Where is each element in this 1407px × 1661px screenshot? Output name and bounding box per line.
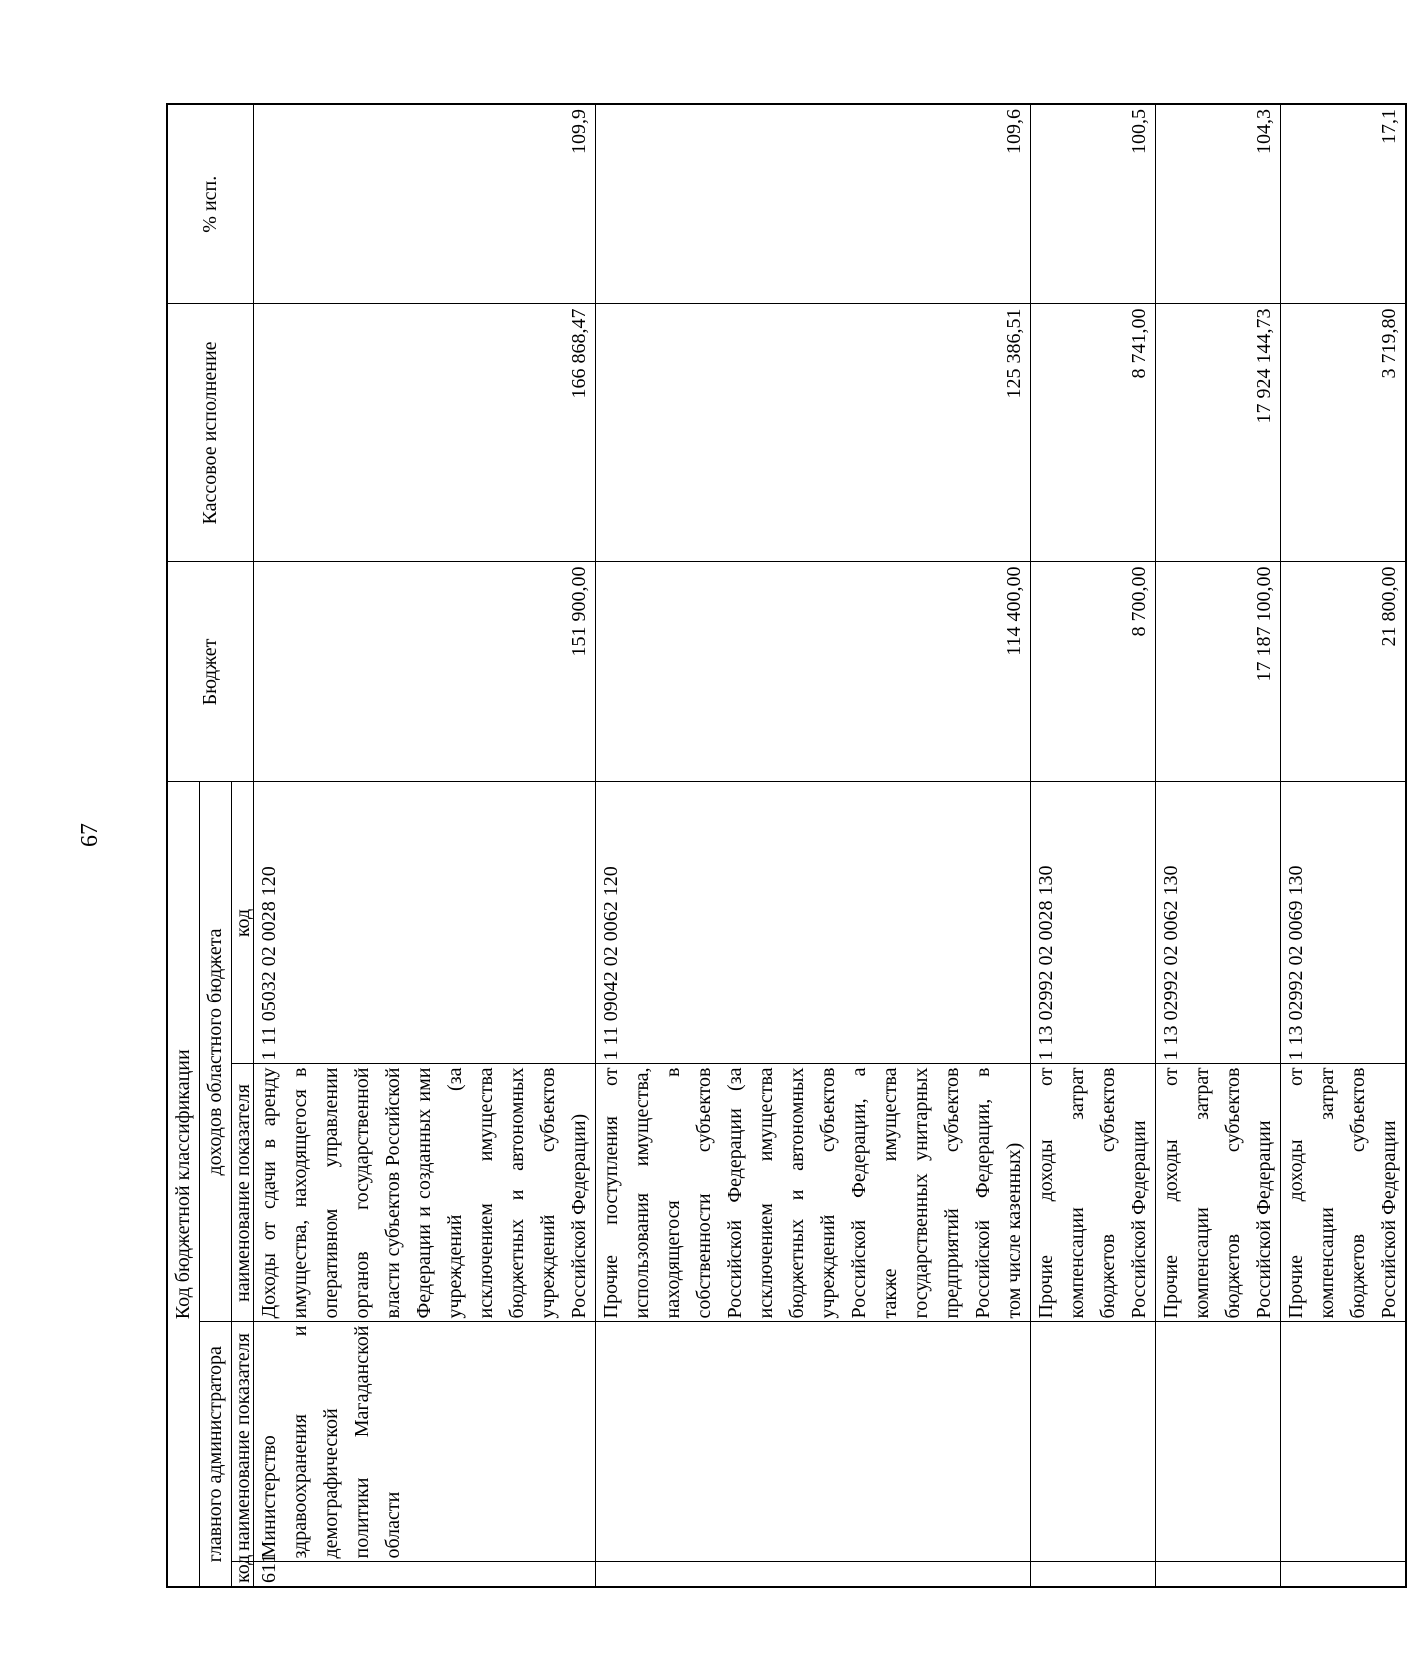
budget-cell: 21 800,00 [1281,562,1407,782]
rotated-page [166,105,1400,1588]
revenue-code-cell: 1 11 09042 02 0062 120 [596,782,1031,1064]
page-number: 67 [77,823,103,847]
percent-cell: 17,1 [1281,104,1407,304]
cash-cell: 166 868,47 [254,304,596,562]
percent-cell: 109,9 [254,104,596,304]
budget-cell: 8 700,00 [1031,562,1156,782]
cash-cell: 125 386,51 [596,304,1031,562]
header-revenue-name: наименование показателя [232,1064,254,1322]
table-row [1281,104,1407,1587]
revenue-code-cell: 1 13 02992 02 0028 130 [1031,782,1156,1064]
revenue-name-cell: Доходы от сдачи в аренду имущества, находящегося в оперативном управлении органов государственной власти субъектов Российской Федерации и созданных ими учреждений (за исключением имущества бюджетных и автономных учреждений субъектов Российской Федерации) [254,1064,596,1322]
admin-code-cell [596,1562,1031,1587]
revenue-code-cell: 1 13 02992 02 0069 130 [1281,782,1407,1064]
budget-cell: 114 400,00 [596,562,1031,782]
header-row-1 [167,104,200,1587]
table-row [254,104,596,1587]
admin-code-cell [1031,1562,1156,1587]
header-classification: Код бюджетной классификации [167,782,200,1587]
revenue-name-cell: Прочие поступления от использования имущества, находящегося в собственности субъектов Российской Федерации (за исключением имущества бюджетных и автономных учреждений субъектов Российской Федерации, а также имущества государственных унитарных предприятий субъектов Российской Федерации, в том числе казенных) [596,1064,1031,1322]
revenue-name-cell: Прочие доходы от компенсации затрат бюджетов субъектов Российской Федерации [1281,1064,1407,1322]
admin-code-cell [1156,1562,1281,1587]
header-admin-name: наименование показателя [232,1322,254,1562]
percent-cell: 109,6 [596,104,1031,304]
table-row [596,104,1031,1587]
budget-cell: 17 187 100,00 [1156,562,1281,782]
header-revenue-code: код [232,782,254,1064]
table-row [1156,104,1281,1587]
admin-name-cell [1156,1322,1281,1562]
budget-cell: 151 900,00 [254,562,596,782]
admin-code-cell [1281,1562,1407,1587]
header-chief-admin: главного администратора [200,1322,232,1587]
header-budget: Бюджет [167,562,254,782]
percent-cell: 100,5 [1031,104,1156,304]
budget-table [166,103,1407,1588]
revenue-code-cell: 1 13 02992 02 0062 130 [1156,782,1281,1064]
percent-cell: 104,3 [1156,104,1281,304]
admin-name-cell [596,1322,1031,1562]
header-regional-revenue: доходов областного бюджета [200,782,232,1322]
table-row [1031,104,1156,1587]
admin-code-cell: 611 [254,1562,596,1587]
admin-name-cell [1031,1322,1156,1562]
header-admin-code: код [232,1562,254,1587]
revenue-name-cell: Прочие доходы от компенсации затрат бюджетов субъектов Российской Федерации [1156,1064,1281,1322]
revenue-name-cell: Прочие доходы от компенсации затрат бюджетов субъектов Российской Федерации [1031,1064,1156,1322]
header-cash-execution: Кассовое исполнение [167,304,254,562]
revenue-code-cell: 1 11 05032 02 0028 120 [254,782,596,1064]
cash-cell: 8 741,00 [1031,304,1156,562]
cash-cell: 17 924 144,73 [1156,304,1281,562]
cash-cell: 3 719,80 [1281,304,1407,562]
admin-name-cell: Министерство здравоохранения и демографической политики Магаданской области [254,1322,596,1562]
header-percent: % исп. [167,104,254,304]
admin-name-cell [1281,1322,1407,1562]
